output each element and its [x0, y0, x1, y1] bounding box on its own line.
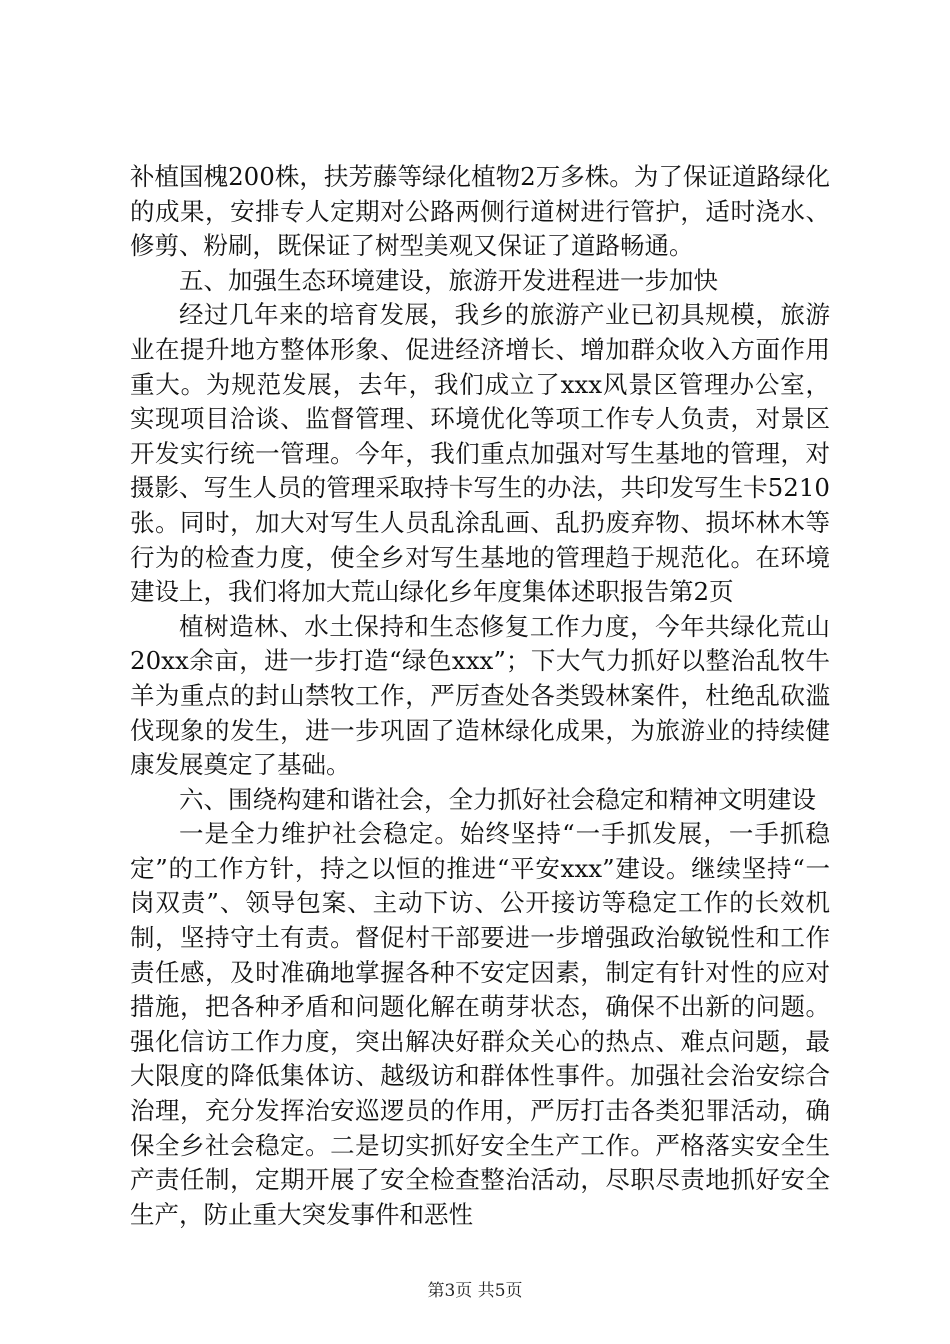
paragraph-afforestation: 植树造林、水土保持和生态修复工作力度，今年共绿化荒山20xx余亩，进一步打造“绿色xxx”；下大气力抓好以整治乱牧牛羊为重点的封山禁牧工作，严厉查处各类毁林案件，杜绝乱砍滥伐现象的发生，进一步巩固了造林绿化成果，为旅游业的持续健康发展奠定了基础。 [130, 611, 830, 780]
document-body [130, 160, 830, 1232]
paragraph-social-stability: 一是全力维护社会稳定。始终坚持“一手抓发展，一手抓稳定”的工作方针，持之以恒的推进“平安xxx”建设。继续坚持“一岗双责”、领导包案、主动下访、公开接访等稳定工作的长效机制，坚持守土有责。督促村干部要进一步增强政治敏锐性和工作责任感，及时准确地掌握各种不安定因素，制定有针对性的应对措施，把各种矛盾和问题化解在萌芽状态，确保不出新的问题。强化信访工作力度，突出解决好群众关心的热点、难点问题，最大限度的降低集体访、越级访和群体性事件。加强社会治安综合治理，充分发挥治安巡逻员的作用，严厉打击各类犯罪活动，确保全乡社会稳定。二是切实抓好安全生产工作。严格落实安全生产责任制，定期开展了安全检查整治活动，尽职尽责地抓好安全生产，防止重大突发事件和恶性 [130, 819, 830, 1229]
section-heading-6: 六、围绕构建和谐社会，全力抓好社会稳定和精神文明建设 [179, 784, 816, 814]
paragraph-tourism: 经过几年来的培育发展，我乡的旅游产业已初具规模，旅游业在提升地方整体形象、促进经济增长、增加群众收入方面作用重大。为规范发展，去年，我们成立了xxx风景区管理办公室，实现项目洽谈、监督管理、环境优化等项工作专人负责，对景区开发实行统一管理。今年，我们重点加强对写生基地的管理，对摄影、写生人员的管理采取持卡写生的办法，共印发写生卡5210张。同时，加大对写生人员乱涂乱画、乱扔废弃物、损坏林木等行为的检查力度，使全乡对写生基地的管理趋于规范化。在环境建设上，我们将加大荒山绿化乡年度集体述职报告第2页 [130, 300, 830, 607]
section-heading-5: 五、加强生态环境建设，旅游开发进程进一步加快 [179, 265, 718, 295]
page-footer: 第3页 共5页 [427, 1281, 523, 1301]
paragraph-1: 补植国槐200株，扶芳藤等绿化植物2万多株。为了保证道路绿化的成果，安排专人定期对公路两侧行道树进行管护，适时浇水、修剪、粉刷，既保证了树型美观又保证了道路畅通。 [130, 162, 830, 261]
